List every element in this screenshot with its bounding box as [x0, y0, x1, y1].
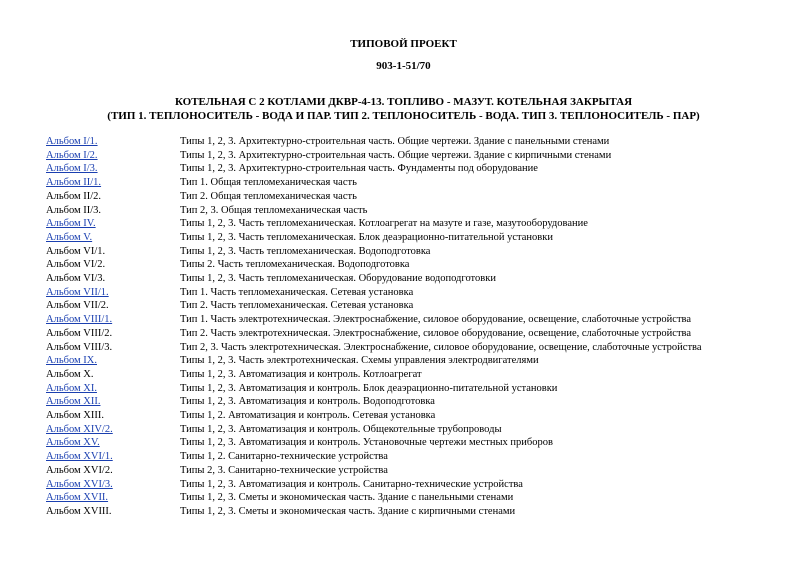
- album-description: Типы 1, 2, 3. Часть тепломеханическая. Блок деаэрационно-питательной установки: [180, 231, 553, 243]
- album-row: [46, 135, 786, 149]
- album-link[interactable]: Альбом IX.: [46, 355, 97, 367]
- album-link[interactable]: Альбом VII/1.: [46, 286, 109, 298]
- album-row: [46, 505, 786, 519]
- document-subtitle: (ТИП 1. ТЕПЛОНОСИТЕЛЬ - ВОДА И ПАР. ТИП 2. ТЕПЛОНОСИТЕЛЬ - ВОДА. ТИП 3. ТЕПЛОНОСИТЕЛЬ - ПАР): [107, 110, 700, 122]
- album-cell: [46, 135, 180, 149]
- album-row: [46, 313, 786, 327]
- album-description: Тип 2. Часть тепломеханическая. Сетевая установка: [180, 300, 414, 312]
- album-cell: [46, 505, 180, 519]
- album-description: Тип 1. Часть тепломеханическая. Сетевая установка: [180, 286, 414, 298]
- album-row: [46, 299, 786, 313]
- album-row: [46, 409, 786, 423]
- album-row: [46, 190, 786, 204]
- album-description: Типы 1, 2, 3. Часть тепломеханическая. Оборудование водоподготовки: [180, 273, 496, 285]
- album-link[interactable]: Альбом XI.: [46, 382, 97, 394]
- album-label: Альбом VI/3.: [46, 273, 106, 285]
- album-link[interactable]: Альбом VIII/1.: [46, 314, 113, 326]
- album-link[interactable]: Альбом XII.: [46, 396, 101, 408]
- album-cell: [46, 204, 180, 218]
- album-row: [46, 217, 786, 231]
- album-link[interactable]: Альбом I/3.: [46, 163, 98, 175]
- album-row: [46, 354, 786, 368]
- album-description: Типы 1, 2, 3. Часть тепломеханическая. Водоподготовка: [180, 245, 431, 257]
- album-description: Типы 1, 2, 3. Автоматизация и контроль. Котлоагрегат: [180, 368, 422, 380]
- album-label: Альбом VIII/2.: [46, 327, 113, 339]
- album-row: [46, 464, 786, 478]
- album-description: Типы 1, 2, 3. Архитектурно-строительная часть. Фундаменты под оборудование: [180, 163, 538, 175]
- album-row: [46, 162, 786, 176]
- album-row: [46, 272, 786, 286]
- album-link[interactable]: Альбом I/1.: [46, 136, 98, 147]
- album-description: Типы 1, 2, 3. Сметы и экономическая часть. Здание с панельными стенами: [180, 492, 514, 504]
- album-cell: [46, 491, 180, 505]
- album-cell: [46, 478, 180, 492]
- album-cell: [46, 286, 180, 300]
- album-link[interactable]: Альбом XIV/2.: [46, 423, 113, 435]
- album-cell: [46, 299, 180, 313]
- album-row: [46, 231, 786, 245]
- album-cell: [46, 436, 180, 450]
- album-label: Альбом XVIII.: [46, 505, 112, 517]
- album-row: [46, 204, 786, 218]
- album-label: Альбом VI/1.: [46, 245, 106, 257]
- album-cell: [46, 245, 180, 259]
- album-label: Альбом II/3.: [46, 204, 102, 216]
- album-description: Типы 2. Часть тепломеханическая. Водоподготовка: [180, 259, 410, 271]
- album-cell: [46, 149, 180, 163]
- album-row: [46, 450, 786, 464]
- album-description: Типы 1, 2, 3. Часть тепломеханическая. Котлоагрегат на мазуте и газе, мазутооборудование: [180, 218, 588, 230]
- album-row: [46, 395, 786, 409]
- album-cell: [46, 382, 180, 396]
- album-row: [46, 382, 786, 396]
- album-link[interactable]: Альбом II/1.: [46, 177, 102, 189]
- album-description: Типы 1, 2, 3. Автоматизация и контроль. Блок деаэрационно-питательной установки: [180, 382, 558, 394]
- album-label: Альбом XVI/2.: [46, 464, 113, 476]
- album-row: [46, 491, 786, 505]
- album-cell: [46, 258, 180, 272]
- album-link[interactable]: Альбом XVII.: [46, 492, 109, 504]
- album-cell: [46, 231, 180, 245]
- album-cell: [46, 464, 180, 478]
- album-row: [46, 368, 786, 382]
- album-link[interactable]: Альбом IV.: [46, 218, 96, 230]
- album-cell: [46, 341, 180, 355]
- album-list: [46, 135, 786, 519]
- album-cell: [46, 162, 180, 176]
- album-cell: [46, 409, 180, 423]
- album-row: [46, 478, 786, 492]
- album-label: Альбом X.: [46, 368, 94, 380]
- album-description: Тип 2. Общая тепломеханическая часть: [180, 190, 357, 202]
- album-row: [46, 436, 786, 450]
- album-description: Тип 1. Часть электротехническая. Электроснабжение, силовое оборудование, освещение, слаботочные устройства: [180, 314, 692, 326]
- album-description: Тип 1. Общая тепломеханическая часть: [180, 177, 357, 189]
- album-row: [46, 176, 786, 190]
- album-cell: [46, 423, 180, 437]
- album-cell: [46, 272, 180, 286]
- album-cell: [46, 190, 180, 204]
- album-description: Тип 2, 3. Общая тепломеханическая часть: [180, 204, 368, 216]
- album-cell: [46, 313, 180, 327]
- album-row: [46, 341, 786, 355]
- album-description: Тип 2, 3. Часть электротехническая. Электроснабжение, силовое оборудование, освещение, слаботочные устройства: [180, 341, 702, 353]
- album-cell: [46, 395, 180, 409]
- album-description: Типы 1, 2, 3. Сметы и экономическая часть. Здание с кирпичными стенами: [180, 505, 516, 517]
- album-description: Типы 1, 2. Санитарно-технические устройства: [180, 451, 388, 463]
- album-link[interactable]: Альбом I/2.: [46, 149, 98, 161]
- album-label: Альбом VII/2.: [46, 300, 109, 312]
- album-cell: [46, 327, 180, 341]
- project-code: 903-1-51/70: [376, 60, 431, 72]
- album-row: [46, 423, 786, 437]
- album-link[interactable]: Альбом XVI/3.: [46, 478, 113, 490]
- album-link[interactable]: Альбом XV.: [46, 437, 100, 449]
- album-label: Альбом II/2.: [46, 190, 102, 202]
- album-cell: [46, 176, 180, 190]
- album-description: Типы 1, 2, 3. Архитектурно-строительная часть. Общие чертежи. Здание с панельными стенами: [180, 136, 610, 147]
- album-cell: [46, 368, 180, 382]
- album-cell: [46, 450, 180, 464]
- album-cell: [46, 354, 180, 368]
- album-description: Типы 1, 2, 3. Автоматизация и контроль. Водоподготовка: [180, 396, 435, 408]
- album-description: Типы 1, 2, 3. Автоматизация и контроль. Общекотельные трубопроводы: [180, 423, 502, 435]
- album-description: Типы 1, 2. Автоматизация и контроль. Сетевая установка: [180, 410, 436, 422]
- album-description: Типы 1, 2, 3. Архитектурно-строительная часть. Общие чертежи. Здание с кирпичными стенами: [180, 149, 612, 161]
- album-row: [46, 327, 786, 341]
- album-description: Типы 1, 2, 3. Автоматизация и контроль. Установочные чертежи местных приборов: [180, 437, 553, 449]
- album-description: Типы 1, 2, 3. Автоматизация и контроль. Санитарно-технические устройства: [180, 478, 523, 490]
- project-heading: ТИПОВОЙ ПРОЕКТ: [350, 38, 457, 50]
- album-link[interactable]: Альбом V.: [46, 231, 93, 243]
- album-label: Альбом XIII.: [46, 410, 104, 422]
- album-description: Тип 2. Часть электротехническая. Электроснабжение, силовое оборудование, освещение, слаботочные устройства: [180, 327, 692, 339]
- album-cell: [46, 217, 180, 231]
- album-label: Альбом VI/2.: [46, 259, 106, 271]
- album-row: [46, 286, 786, 300]
- album-link[interactable]: Альбом XVI/1.: [46, 451, 113, 463]
- album-row: [46, 258, 786, 272]
- document-title: КОТЕЛЬНАЯ С 2 КОТЛАМИ ДКВР-4-13. ТОПЛИВО - МАЗУТ. КОТЕЛЬНАЯ ЗАКРЫТАЯ: [174, 96, 633, 108]
- album-description: Типы 1, 2, 3. Часть электротехническая. Схемы управления электродвигателями: [180, 355, 539, 367]
- album-row: [46, 245, 786, 259]
- album-row: [46, 149, 786, 163]
- album-label: Альбом VIII/3.: [46, 341, 113, 353]
- album-description: Типы 2, 3. Санитарно-технические устройства: [180, 464, 388, 476]
